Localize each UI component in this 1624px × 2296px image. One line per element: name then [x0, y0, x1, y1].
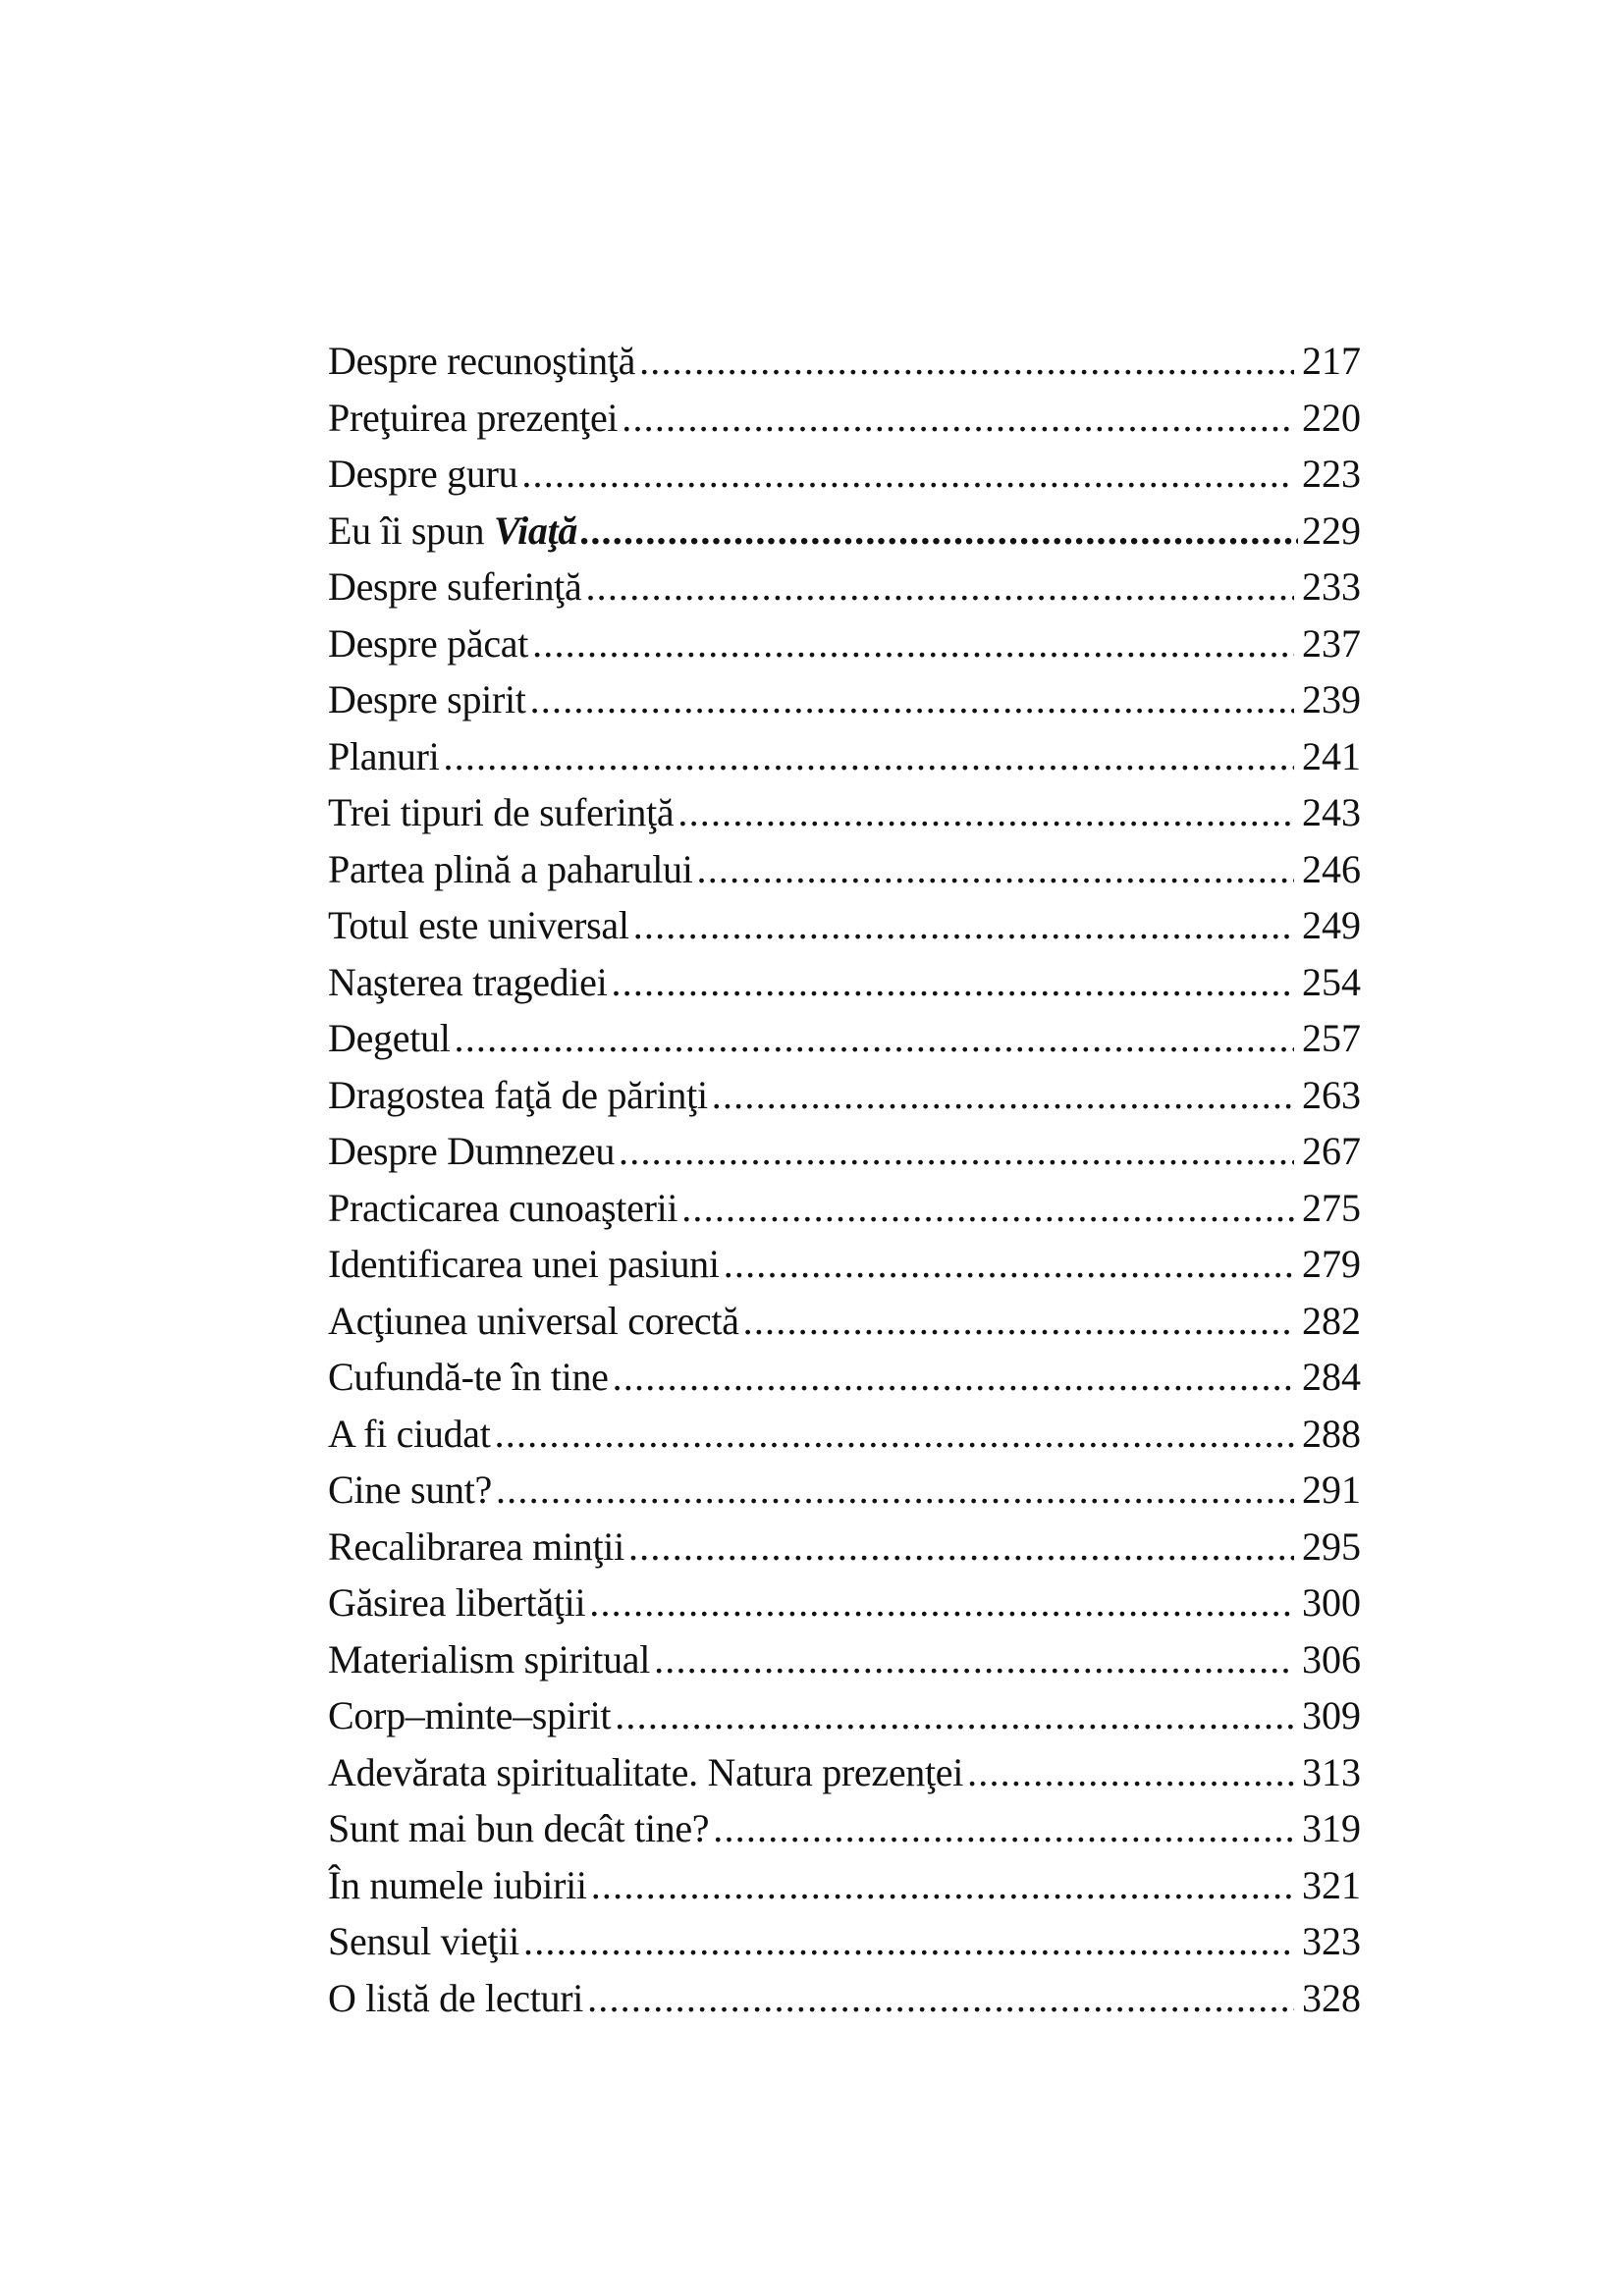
- toc-entry-page: 229: [1302, 507, 1361, 553]
- toc-entry-page: 319: [1302, 1806, 1361, 1850]
- toc-entry-title: Acţiunea universal corectă: [328, 1298, 739, 1343]
- toc-entry[interactable]: [328, 841, 1361, 898]
- dot-leader: [589, 1575, 1294, 1631]
- dot-leader: [455, 1010, 1294, 1067]
- toc-entry-page: 300: [1302, 1580, 1361, 1625]
- toc-entry-page: 233: [1302, 564, 1361, 609]
- toc-entry[interactable]: [328, 1857, 1361, 1914]
- toc-entry-title: Degetul: [328, 1016, 451, 1060]
- toc-entry[interactable]: [328, 390, 1361, 447]
- dot-leader: [496, 1462, 1294, 1519]
- toc-entry-title: Planuri: [328, 733, 440, 778]
- toc-entry-title: Corp–minte–spirit: [328, 1693, 612, 1737]
- toc-entry[interactable]: [328, 1800, 1361, 1857]
- dot-leader: [523, 1913, 1294, 1970]
- toc-entry[interactable]: [328, 333, 1361, 390]
- toc-entry-page: 243: [1302, 790, 1361, 834]
- dot-leader: [967, 1744, 1294, 1801]
- toc-entry-title: Despre Dumnezeu: [328, 1129, 616, 1173]
- toc-entry-title: Cine sunt?: [328, 1468, 492, 1512]
- toc-entry[interactable]: [328, 503, 1361, 560]
- toc-entry[interactable]: [328, 446, 1361, 503]
- toc-entry-title: Totul este universal: [328, 903, 629, 947]
- toc-entry[interactable]: [328, 897, 1361, 954]
- toc-entry-page: 282: [1302, 1298, 1361, 1343]
- toc-entry[interactable]: [328, 1406, 1361, 1463]
- toc-entry-page: 328: [1302, 1975, 1361, 2020]
- toc-entry[interactable]: [328, 1349, 1361, 1406]
- toc-entry[interactable]: [328, 1687, 1361, 1744]
- toc-entry-title: A fi ciudat: [328, 1411, 491, 1456]
- toc-entry-title: Practicarea cunoaşterii: [328, 1185, 678, 1230]
- toc-entry-page: 279: [1302, 1242, 1361, 1286]
- toc-entry[interactable]: [328, 1744, 1361, 1801]
- toc-entry-page: 295: [1302, 1523, 1361, 1569]
- dot-leader: [697, 841, 1294, 898]
- dot-leader: [619, 1123, 1294, 1180]
- toc-entry[interactable]: [328, 1519, 1361, 1575]
- toc-entry-page: 267: [1302, 1129, 1361, 1173]
- toc-entry-page: 284: [1302, 1355, 1361, 1399]
- toc-entry[interactable]: [328, 1067, 1361, 1124]
- dot-leader: [677, 784, 1294, 841]
- toc-entry-page: 306: [1302, 1636, 1361, 1682]
- toc-entry-page: 321: [1302, 1862, 1361, 1907]
- dot-leader: [521, 446, 1294, 503]
- toc-entry[interactable]: [328, 1462, 1361, 1519]
- dot-leader: [681, 1180, 1294, 1237]
- toc-entry-title: Despre recunoştinţă: [328, 339, 636, 383]
- toc-entry-title: Partea plină a paharului: [328, 846, 693, 891]
- dot-leader: [615, 1687, 1294, 1744]
- toc-entry[interactable]: [328, 1970, 1361, 2027]
- dot-leader: [585, 559, 1294, 615]
- toc-entry-title: Despre guru: [328, 452, 518, 496]
- toc-entry-title: Sunt mai bun decât tine?: [328, 1806, 710, 1850]
- toc-entry[interactable]: [328, 671, 1361, 728]
- dot-leader: [495, 1406, 1294, 1463]
- toc-entry[interactable]: [328, 615, 1361, 672]
- toc-entry[interactable]: [328, 1913, 1361, 1970]
- toc-entry-title: Identificarea unei pasiuni: [328, 1242, 720, 1286]
- dot-leader: [713, 1800, 1294, 1857]
- dot-leader: [587, 1970, 1294, 2027]
- toc-entry[interactable]: [328, 559, 1361, 615]
- toc-entry-page: 291: [1302, 1468, 1361, 1512]
- toc-entry-title: Trei tipuri de suferinţă: [328, 790, 675, 834]
- dot-leader: [724, 1236, 1294, 1293]
- toc-entry[interactable]: [328, 954, 1361, 1011]
- toc-entry-page: 246: [1302, 846, 1361, 891]
- toc-entry-page: 217: [1302, 339, 1361, 383]
- toc-entry-title: Sensul vieţii: [328, 1919, 519, 1963]
- toc-entry-page: 237: [1302, 620, 1361, 666]
- dot-leader: [622, 390, 1294, 447]
- dot-leader: [611, 954, 1294, 1011]
- toc-entry[interactable]: [328, 1010, 1361, 1067]
- table-of-contents: [328, 333, 1361, 2026]
- toc-entry-title: Despre spirit: [328, 677, 526, 721]
- toc-entry-title: Despre păcat: [328, 620, 529, 666]
- toc-entry-page: 223: [1302, 452, 1361, 496]
- dot-leader: [579, 503, 1298, 560]
- dot-leader: [654, 1631, 1294, 1688]
- toc-entry[interactable]: [328, 1180, 1361, 1237]
- toc-entry[interactable]: [328, 1631, 1361, 1688]
- dot-leader: [633, 897, 1294, 954]
- toc-entry-page: 313: [1302, 1749, 1361, 1794]
- dot-leader: [591, 1857, 1294, 1914]
- dot-leader: [639, 333, 1294, 390]
- toc-entry-page: 249: [1302, 903, 1361, 947]
- toc-entry-title: În numele iubirii: [328, 1862, 587, 1907]
- toc-entry-title: Adevărata spiritualitate. Natura prezenţei: [328, 1749, 964, 1794]
- toc-entry-page: 275: [1302, 1185, 1361, 1230]
- toc-entry-title: Despre suferinţă: [328, 564, 582, 609]
- toc-entry[interactable]: [328, 784, 1361, 841]
- toc-entry-title: O listă de lecturi: [328, 1975, 584, 2020]
- toc-entry-title: Naşterea tragediei: [328, 959, 608, 1004]
- toc-entry-page: 323: [1302, 1919, 1361, 1963]
- toc-entry-title: Preţuirea prezenţei: [328, 395, 619, 440]
- toc-entry-page: 263: [1302, 1072, 1361, 1117]
- dot-leader: [530, 671, 1294, 728]
- toc-entry-page: 257: [1302, 1016, 1361, 1060]
- toc-entry[interactable]: [328, 1575, 1361, 1631]
- toc-entry[interactable]: [328, 1293, 1361, 1350]
- dot-leader: [613, 1349, 1294, 1406]
- toc-entry-page: 220: [1302, 395, 1361, 440]
- toc-entry-title: Găsirea libertăţii: [328, 1580, 586, 1625]
- toc-entry-title: Dragostea faţă de părinţi: [328, 1072, 708, 1117]
- toc-entry[interactable]: [328, 1123, 1361, 1180]
- dot-leader: [532, 615, 1294, 672]
- toc-entry-page: 288: [1302, 1411, 1361, 1456]
- dot-leader: [443, 728, 1294, 785]
- toc-entry-title: Recalibrarea minţii: [328, 1523, 624, 1569]
- dot-leader: [743, 1293, 1294, 1350]
- toc-entry-title: Cufundă-te în tine: [328, 1355, 609, 1399]
- dot-leader: [628, 1519, 1294, 1575]
- toc-entry-title-emphasis: Viaţă: [493, 507, 578, 553]
- toc-entry-title: Materialism spiritual: [328, 1636, 651, 1682]
- toc-entry-page: 239: [1302, 677, 1361, 721]
- toc-entry-page: 309: [1302, 1693, 1361, 1737]
- toc-entry[interactable]: [328, 1236, 1361, 1293]
- toc-entry-title-text: Eu îi spun: [328, 507, 494, 553]
- toc-entry-page: 254: [1302, 959, 1361, 1004]
- toc-entry[interactable]: [328, 728, 1361, 785]
- toc-entry-page: 241: [1302, 733, 1361, 778]
- dot-leader: [712, 1067, 1294, 1124]
- toc-entry-title: [328, 503, 577, 560]
